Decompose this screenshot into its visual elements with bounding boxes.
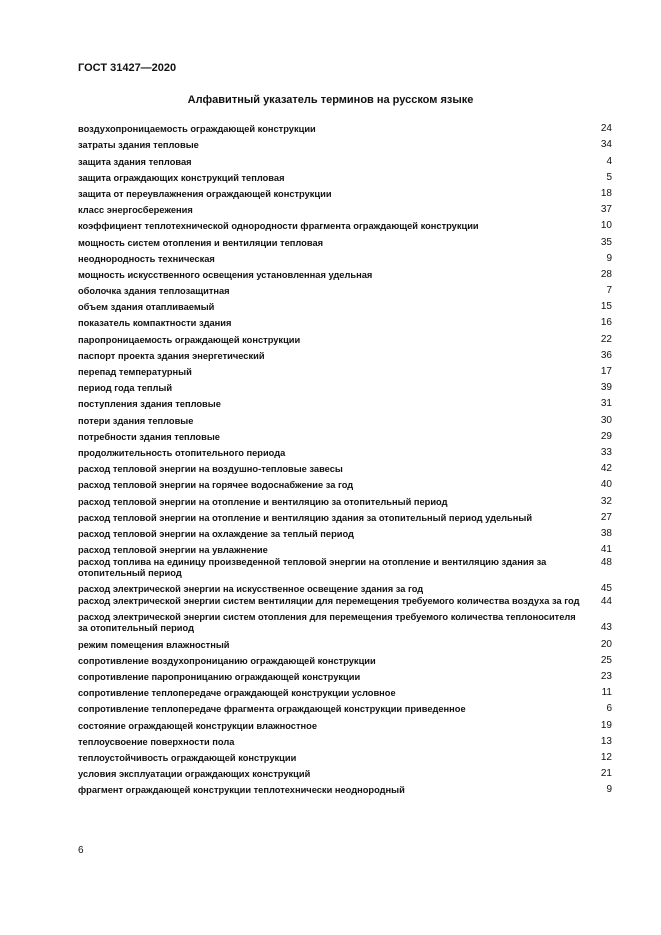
index-entry bbox=[78, 765, 612, 781]
index-entry bbox=[78, 557, 612, 580]
index-page-ref: 45 bbox=[600, 583, 612, 595]
index-entry bbox=[78, 411, 612, 427]
index-page-ref: 41 bbox=[600, 544, 612, 556]
index-entry bbox=[78, 460, 612, 476]
index-term: продолжительность отопительного периода bbox=[78, 447, 286, 458]
index-entry bbox=[78, 525, 612, 541]
index-term: объем здания отапливаемый bbox=[78, 302, 215, 313]
index-page-ref: 40 bbox=[600, 479, 612, 491]
index-term: неоднородность техническая bbox=[78, 253, 215, 264]
index-entry bbox=[78, 652, 612, 668]
index-page-ref: 19 bbox=[600, 719, 612, 731]
index-entry bbox=[78, 733, 612, 749]
index-term: перепад температурный bbox=[78, 367, 192, 377]
index-page-ref: 24 bbox=[600, 123, 612, 135]
index-page-ref: 37 bbox=[600, 204, 612, 216]
index-entry bbox=[78, 152, 612, 168]
index-page-ref: 9 bbox=[606, 784, 612, 796]
index-page-ref: 28 bbox=[600, 268, 612, 280]
index-term: мощность искусственного освещения установленная удельная bbox=[78, 269, 373, 280]
index-term: расход тепловой энергии на увлажнение bbox=[78, 545, 268, 556]
index-entry bbox=[78, 379, 612, 395]
index-title: Алфавитный указатель терминов на русском языке bbox=[187, 94, 474, 106]
index-term: сопротивление теплопередаче ограждающей конструкции условное bbox=[78, 688, 396, 699]
index-entry bbox=[78, 314, 612, 330]
index-term: защита здания тепловая bbox=[78, 156, 192, 167]
index-term: сопротивление воздухопроницанию ограждающей конструкции bbox=[78, 655, 376, 666]
index-page-ref: 25 bbox=[600, 654, 612, 666]
index-entry bbox=[78, 136, 612, 152]
index-term: теплоусвоение поверхности пола bbox=[78, 736, 235, 747]
index-entry bbox=[78, 596, 612, 612]
index-term: затраты здания тепловые bbox=[78, 140, 199, 151]
index-term: режим помещения влажностный bbox=[78, 639, 230, 650]
index-entry bbox=[78, 395, 612, 411]
index-page-ref: 17 bbox=[600, 366, 612, 377]
index-page-ref: 22 bbox=[600, 333, 612, 345]
index-page-ref: 35 bbox=[600, 236, 612, 248]
index-entry bbox=[78, 298, 612, 314]
page-number: 6 bbox=[78, 845, 84, 856]
index-page-ref: 29 bbox=[600, 430, 612, 442]
index-term: паропроницаемость ограждающей конструкции bbox=[78, 334, 301, 345]
index-entry bbox=[78, 363, 612, 379]
index-page-ref: 36 bbox=[600, 349, 612, 361]
index-entry bbox=[78, 781, 612, 797]
index-term: расход электрической энергии систем отопления для перемещения требуемого количества теплоносителя за отопительный период bbox=[78, 612, 576, 634]
index-entry bbox=[78, 509, 612, 525]
index-entry bbox=[78, 185, 612, 201]
index-page-ref: 10 bbox=[600, 220, 612, 232]
index-page-ref: 30 bbox=[600, 414, 612, 426]
index-page-ref: 33 bbox=[600, 446, 612, 458]
index-page-ref: 4 bbox=[606, 155, 612, 167]
index-term: расход электрической энергии на искусственное освещение здания за год bbox=[78, 584, 424, 595]
index-page-ref: 48 bbox=[600, 557, 612, 569]
index-term: расход тепловой энергии на охлаждение за теплый период bbox=[78, 528, 354, 539]
index-term: состояние ограждающей конструкции влажностное bbox=[78, 720, 317, 731]
index-page-ref: 9 bbox=[606, 252, 612, 264]
index-page-ref: 32 bbox=[600, 495, 612, 507]
index-entry bbox=[78, 233, 612, 249]
index-entry bbox=[78, 700, 612, 716]
document-header: ГОСТ 31427—2020 bbox=[78, 62, 177, 74]
index-entry bbox=[78, 668, 612, 684]
index-entry bbox=[78, 684, 612, 700]
index-page-ref: 31 bbox=[600, 398, 612, 410]
index-page-ref: 39 bbox=[600, 382, 612, 394]
index-page-ref: 21 bbox=[600, 768, 612, 780]
index-entry bbox=[78, 347, 612, 363]
index-term: защита от переувлажнения ограждающей конструкции bbox=[78, 188, 332, 199]
index-entry bbox=[78, 612, 612, 635]
index-term: теплоустойчивость ограждающей конструкции bbox=[78, 752, 297, 763]
index-page-ref: 5 bbox=[606, 171, 612, 183]
index-term: показатель компактности здания bbox=[78, 318, 232, 329]
index-entry bbox=[78, 492, 612, 508]
index-page-ref: 20 bbox=[600, 638, 612, 650]
index-page-ref: 23 bbox=[600, 671, 612, 682]
index-term: расход тепловой энергии на горячее водоснабжение за год bbox=[78, 480, 354, 491]
index-entry bbox=[78, 201, 612, 217]
index-page-ref: 13 bbox=[600, 735, 612, 747]
index-term: оболочка здания теплозащитная bbox=[78, 286, 230, 297]
index-page-ref: 7 bbox=[606, 285, 612, 297]
index-page-ref: 11 bbox=[601, 687, 612, 699]
index-entry bbox=[78, 580, 612, 596]
index-entry bbox=[78, 282, 612, 298]
index-entry bbox=[78, 120, 612, 136]
index-page-ref: 27 bbox=[600, 511, 612, 523]
index-page-ref: 44 bbox=[600, 596, 612, 608]
index-entry bbox=[78, 444, 612, 460]
index-term: расход электрической энергии систем вентиляции для перемещения требуемого количества воздуха за год bbox=[78, 596, 580, 607]
index-page-ref: 6 bbox=[606, 703, 612, 715]
index-entry bbox=[78, 169, 612, 185]
index-page-ref: 18 bbox=[600, 187, 612, 199]
index-term: сопротивление теплопередаче фрагмента ограждающей конструкции приведенное bbox=[78, 704, 466, 715]
index-term: класс энергосбережения bbox=[78, 205, 193, 216]
index-term: поступления здания тепловые bbox=[78, 399, 221, 410]
index-page-ref: 34 bbox=[600, 139, 612, 151]
index-term: фрагмент ограждающей конструкции теплотехнически неоднородный bbox=[78, 785, 405, 796]
index-term: потребности здания тепловые bbox=[78, 431, 220, 442]
index-entry bbox=[78, 749, 612, 765]
index-entry bbox=[78, 250, 612, 266]
index-term: защита ограждающих конструкций тепловая bbox=[78, 172, 285, 183]
index-term: сопротивление паропроницанию ограждающей конструкции bbox=[78, 672, 361, 682]
index-entry bbox=[78, 635, 612, 651]
index-term: воздухопроницаемость ограждающей конструкции bbox=[78, 124, 316, 135]
index-page-ref: 43 bbox=[600, 622, 612, 634]
index-entry bbox=[78, 716, 612, 732]
index-entry bbox=[78, 476, 612, 492]
index-term: расход тепловой энергии на отопление и вентиляцию за отопительный период bbox=[78, 496, 448, 507]
index-term: коэффициент теплотехнической однородности фрагмента ограждающей конструкции bbox=[78, 221, 479, 232]
index-entry bbox=[78, 266, 612, 282]
index-page-ref: 16 bbox=[600, 317, 612, 329]
index-page-ref: 42 bbox=[600, 463, 612, 475]
term-index-list bbox=[78, 120, 612, 797]
index-page-ref: 12 bbox=[600, 751, 612, 763]
index-entry bbox=[78, 330, 612, 346]
index-term: паспорт проекта здания энергетический bbox=[78, 350, 265, 361]
index-term: расход тепловой энергии на воздушно-тепловые завесы bbox=[78, 464, 343, 475]
index-page-ref: 15 bbox=[600, 301, 612, 313]
index-page-ref: 38 bbox=[600, 527, 612, 539]
index-term: расход топлива на единицу произведенной тепловой энергии на отопление и вентиляцию здания за отопительный период bbox=[78, 557, 547, 579]
index-entry bbox=[78, 428, 612, 444]
index-entry bbox=[78, 541, 612, 557]
index-term: условия эксплуатации ограждающих конструкций bbox=[78, 769, 311, 780]
index-term: потери здания тепловые bbox=[78, 415, 194, 426]
index-term: период года теплый bbox=[78, 383, 173, 394]
index-term: мощность систем отопления и вентиляции тепловая bbox=[78, 237, 324, 248]
index-term: расход тепловой энергии на отопление и вентиляцию здания за отопительный период удельный bbox=[78, 512, 533, 523]
index-entry bbox=[78, 217, 612, 233]
